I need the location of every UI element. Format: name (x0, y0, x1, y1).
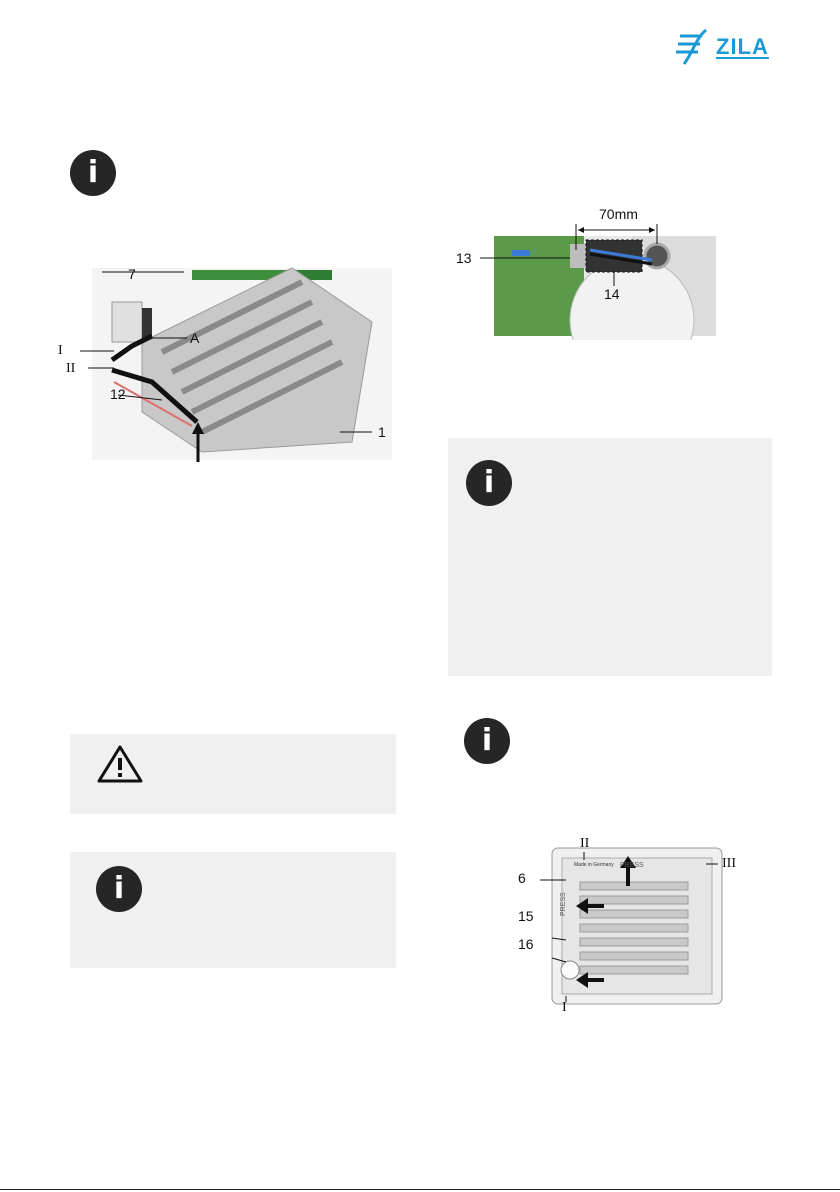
zila-logo-mark (676, 24, 716, 68)
figure-fan-cover (508, 836, 748, 1016)
label-7: 7 (128, 266, 136, 282)
label-6: 6 (518, 870, 526, 886)
info-icon: i (464, 718, 510, 764)
label-II: II (66, 361, 76, 376)
label-13: 13 (456, 250, 472, 266)
info-box-right (448, 438, 772, 676)
warning-box (70, 734, 396, 814)
fan-insert-illustration (52, 262, 402, 462)
label-A: A (190, 330, 200, 346)
info-icon: i (70, 150, 116, 196)
brand-name: ZILA (716, 34, 769, 59)
made-in-germany: Made in Germany (574, 862, 614, 868)
page-border (0, 1189, 840, 1190)
warning-icon (96, 744, 144, 784)
label-I: I (562, 1000, 567, 1015)
label-14: 14 (604, 286, 620, 302)
dimension-70mm: 70mm (599, 206, 638, 222)
label-I: I (58, 343, 63, 358)
info-icon: i (96, 866, 142, 912)
label-16: 16 (518, 936, 534, 952)
figure-circuit-board (452, 200, 732, 340)
press-side: PRESS (560, 892, 567, 916)
circuit-board-illustration (452, 200, 732, 340)
label-II: II (580, 836, 590, 851)
zila-logo (676, 24, 816, 74)
press-top: PRESS (620, 862, 644, 869)
info-box-left (70, 852, 396, 968)
figure-fan-insert (52, 262, 402, 462)
label-12: 12 (110, 386, 126, 402)
info-icon: i (466, 460, 512, 506)
label-15: 15 (518, 908, 534, 924)
label-1: 1 (378, 424, 386, 440)
label-III: III (722, 856, 736, 871)
